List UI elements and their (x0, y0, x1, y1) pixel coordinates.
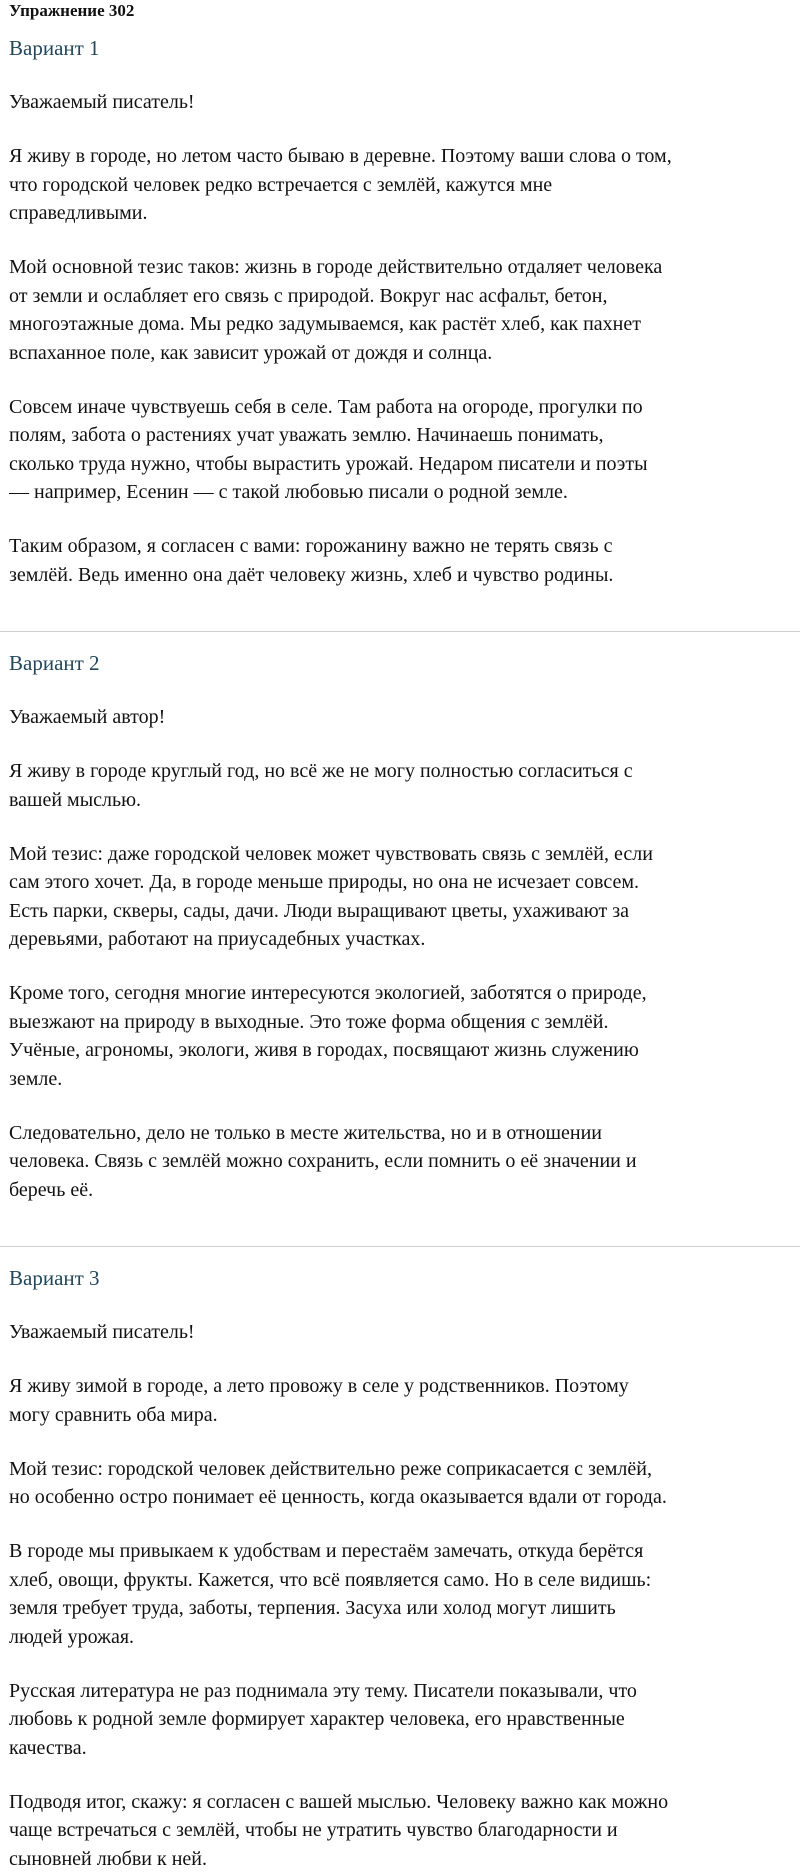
variant-heading: Вариант 3 (9, 1264, 791, 1293)
paragraph: Русская литература не раз поднимала эту тему. Писатели показывали, что любовь к родной земле формирует характер человека, его нравственные качества. (9, 1677, 791, 1763)
paragraph: Мой основной тезис таков: жизнь в городе действительно отдаляет человека от земли и ослабляет его связь с природой. Вокруг нас асфальт, бетон, многоэтажные дома. Мы редко задумываемся, как растёт хлеб, как пахнет вспаханное поле, как зависит урожай от дождя и солнца. (9, 253, 791, 367)
section-divider (0, 631, 800, 632)
paragraph: Таким образом, я согласен с вами: горожанину важно не терять связь с землёй. Ведь именно она даёт человеку жизнь, хлеб и чувство родины. (9, 532, 791, 589)
paragraph: Я живу в городе, но летом часто бываю в деревне. Поэтому ваши слова о том, что городской человек редко встречается с землёй, кажутся мне справедливыми. (9, 142, 791, 228)
paragraph: Я живу в городе круглый год, но всё же не могу полностью согласиться с вашей мыслью. (9, 757, 791, 814)
paragraph: Мой тезис: городской человек действительно реже соприкасается с землёй, но особенно остро понимает её ценность, когда оказывается вдали от города. (9, 1455, 791, 1512)
variant-2-section (9, 649, 791, 1204)
paragraph: Мой тезис: даже городской человек может чувствовать связь с землёй, если сам этого хочет. Да, в городе меньше природы, но она не исчезает совсем. Есть парки, скверы, сады, дачи. Люди выращивают цветы, ухаживают за деревьями, работают на приусадебных участках. (9, 840, 791, 954)
paragraph: В городе мы привыкаем к удобствам и перестаём замечать, откуда берётся хлеб, овощи, фрукты. Кажется, что всё появляется само. Но в селе видишь: земля требует труда, заботы, терпения. Засуха или холод могут лишить людей урожая. (9, 1537, 791, 1651)
exercise-title: Упражнение 302 (9, 0, 791, 22)
section-divider (0, 1246, 800, 1247)
variant-heading: Вариант 1 (9, 34, 791, 63)
paragraph: Совсем иначе чувствуешь себя в селе. Там работа на огороде, прогулки по полям, забота о растениях учат уважать землю. Начинаешь понимать, сколько труда нужно, чтобы вырастить урожай. Недаром писатели и поэты — например, Есенин — с такой любовью писали о родной земле. (9, 393, 791, 507)
greeting: Уважаемый писатель! (9, 88, 791, 117)
paragraph: Я живу зимой в городе, а лето провожу в селе у родственников. Поэтому могу сравнить оба мира. (9, 1372, 791, 1429)
variant-1-section (9, 34, 791, 589)
paragraph: Следовательно, дело не только в месте жительства, но и в отношении человека. Связь с землёй можно сохранить, если помнить о её значении и беречь её. (9, 1119, 791, 1205)
variant-3-section (9, 1264, 791, 1873)
greeting: Уважаемый автор! (9, 703, 791, 732)
variant-heading: Вариант 2 (9, 649, 791, 678)
paragraph: Кроме того, сегодня многие интересуются экологией, заботятся о природе, выезжают на природу в выходные. Это тоже форма общения с землёй. Учёные, агрономы, экологи, живя в городах, посвящают жизнь служению земле. (9, 979, 791, 1093)
paragraph: Подводя итог, скажу: я согласен с вашей мыслью. Человеку важно как можно чаще встречаться с землёй, чтобы не утратить чувство благодарности и сыновней любви к ней. (9, 1788, 791, 1873)
greeting: Уважаемый писатель! (9, 1318, 791, 1347)
